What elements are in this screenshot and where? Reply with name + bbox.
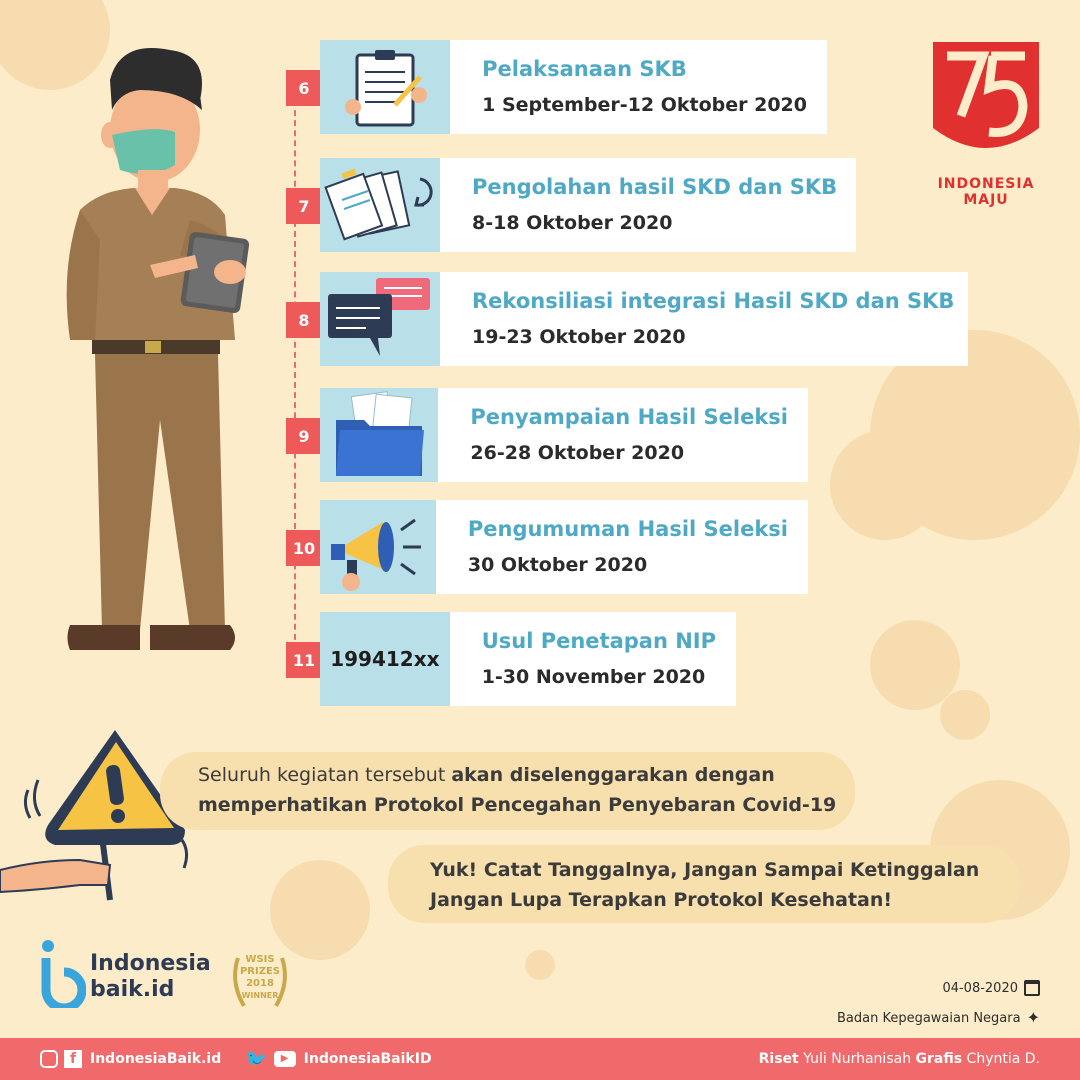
bg-circle	[830, 430, 940, 540]
timeline-step	[298, 388, 808, 482]
step-icon-box	[320, 500, 436, 594]
social-handle-1[interactable]: IndonesiaBaik.id	[90, 1051, 222, 1067]
folder-icon	[324, 390, 434, 480]
step-number: 6	[286, 70, 322, 106]
source-row	[837, 1010, 1040, 1026]
step-title: Pelaksanaan SKB	[482, 57, 687, 81]
timeline-step	[292, 612, 736, 706]
nip-code: 199412xx	[330, 647, 440, 671]
notice-bold-2: memperhatikan Protokol Pencegahan Penyebaran Covid-19	[198, 794, 837, 816]
footer-bar	[0, 1038, 1080, 1080]
publish-date-row	[942, 980, 1040, 996]
indonesiabaik-logo	[40, 938, 230, 1008]
chat-bubbles-icon	[320, 274, 440, 364]
step-number: 11	[286, 642, 322, 678]
credits	[759, 1051, 1040, 1067]
timeline-line	[294, 100, 296, 660]
megaphone-icon	[323, 500, 433, 594]
indonesia-maju-logo	[925, 38, 1047, 218]
notice-text	[198, 760, 848, 820]
riset-name: Yuli Nurhanisah	[803, 1051, 912, 1067]
timeline-step	[298, 272, 968, 366]
youtube-icon[interactable]: ▶	[274, 1051, 296, 1067]
step-number: 9	[286, 418, 322, 454]
publish-date: 04-08-2020	[942, 980, 1018, 996]
step-number: 7	[286, 188, 322, 224]
step-icon-box	[320, 272, 440, 366]
grafis-name: Chyntia D.	[966, 1051, 1040, 1067]
reminder-line-1: Yuk! Catat Tanggalnya, Jangan Sampai Ketinggalan	[430, 859, 980, 881]
step-icon-box	[320, 40, 450, 134]
calendar-icon	[1024, 980, 1040, 996]
step-icon-box	[320, 388, 438, 482]
bg-circle	[940, 690, 990, 740]
notice-bold-1: akan diselenggarakan dengan	[451, 764, 775, 786]
bg-circle	[525, 950, 555, 980]
pin-icon: ✦	[1026, 1008, 1040, 1027]
notice-normal: Seluruh kegiatan tersebut	[198, 764, 452, 786]
ib-logo-icon	[40, 938, 86, 1008]
wsis-award-badge	[230, 950, 290, 1016]
step-date: 1 September-12 Oktober 2020	[482, 94, 807, 116]
bg-circle	[270, 860, 370, 960]
step-date: 30 Oktober 2020	[467, 554, 648, 576]
award-line-3: 2018	[246, 978, 274, 989]
step-number: 8	[286, 302, 322, 338]
source-text: Badan Kepegawaian Negara	[836, 1010, 1021, 1026]
grafis-label: Grafis	[915, 1051, 963, 1067]
shield-75-icon	[925, 38, 1047, 168]
officer-illustration	[40, 40, 280, 660]
documents-icon	[320, 165, 440, 245]
reminder-text	[430, 855, 1010, 915]
step-date: 19-23 Oktober 2020	[472, 326, 686, 348]
brand-line-2: baik.id	[90, 977, 175, 1002]
step-title: Penyampaian Hasil Seleksi	[470, 405, 788, 429]
instagram-icon[interactable]	[40, 1050, 58, 1068]
facebook-icon[interactable]: f	[64, 1050, 82, 1068]
step-number: 10	[286, 530, 322, 566]
twitter-icon[interactable]: 🐦	[245, 1048, 268, 1070]
riset-label: Riset	[758, 1051, 799, 1067]
award-line-1: WSIS	[245, 954, 275, 965]
award-line-4: WINNER	[241, 991, 279, 1000]
step-title: Rekonsiliasi integrasi Hasil SKD dan SKB	[472, 289, 955, 313]
logo-text-line1: INDONESIA	[937, 176, 1035, 192]
step-date: 1-30 November 2020	[481, 666, 706, 688]
step-date: 8-18 Oktober 2020	[472, 212, 673, 234]
timeline-step	[298, 158, 856, 252]
step-title: Pengumuman Hasil Seleksi	[467, 517, 788, 541]
step-icon-box	[320, 612, 450, 706]
award-line-2: PRIZES	[239, 966, 281, 977]
brand-line-1: Indonesia	[90, 951, 211, 976]
step-title: Usul Penetapan NIP	[481, 629, 716, 653]
social-handle-2[interactable]: IndonesiaBaikID	[303, 1051, 432, 1067]
logo-text-line2: MAJU	[963, 192, 1009, 208]
clipboard-icon	[335, 47, 435, 127]
timeline-step	[298, 40, 827, 134]
step-icon-box	[320, 158, 440, 252]
reminder-line-2: Jangan Lupa Terapkan Protokol Kesehatan!	[430, 889, 893, 911]
step-date: 26-28 Oktober 2020	[470, 442, 685, 464]
timeline-step	[292, 500, 808, 594]
step-title: Pengolahan hasil SKD dan SKB	[472, 175, 838, 199]
